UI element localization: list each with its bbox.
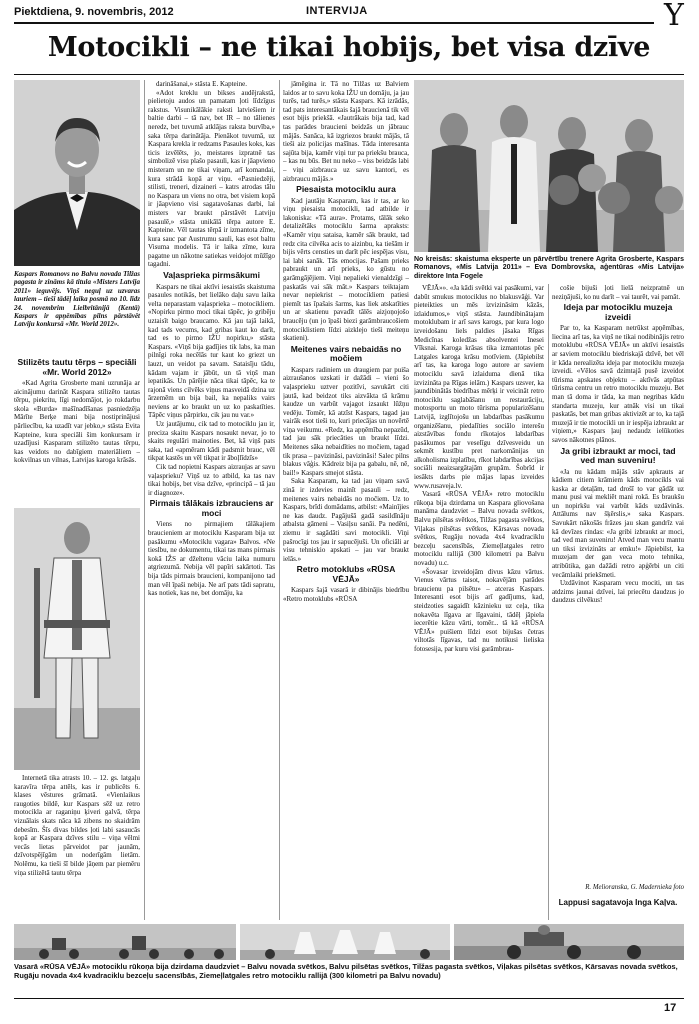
subheading-hobby-origins: Vaļasprieka pirmsākumi bbox=[163, 270, 260, 281]
paragraph: cošie bijuši ļoti lielā neizpratnē un neziņājuši, ko nu darīt – vai taurēt, vai pamāt. bbox=[552, 284, 684, 301]
paragraph: Kaspars ne tikai aktīvi iesaistās skaistuma pasaules notikās, bet lielāko daļu savu laika velta neparastam vaļasprieka – motocikliem. «Nopirku pirmo moci tikai tāpēc, jo gribēju uztaisīt baigo braucamo. Kā jau tajā laikā, kad tads vecums, kad gribas kaut ko darīt, tad es to pirmo IŽU nopirku,» stāsta Kaspars. «Viņš bija gadījies tik labs, ka man pilnīgi roka necēlās tur kaut ko griezt un lauzt, un veidot pa savam. Sataisīju tādu, kādam vajam ir jābūt, un tā viņš man iepatikās. Un pārējie nāca tikai tāpēc, ka te rajonā viens cilvēks viņus masveidā dzina uz ārzemēm un bija bail, ka nepaliks vairs neviens ar ko braukt un uz ko paskatīties. Tāpēc viņus pārpirku, cik jau nu var.» bbox=[148, 282, 275, 420]
paragraph: VĒJĀ»». «Ja kādi svētki vai pasākumi, var dabūt smukus motociklus no blakusvāģi. Var pieteikties un mēs izvizināsim kāzās, izlaidumos,» viņš stāsta. Jaundibinātajam motoklubam ir arī savs karogs, par kura logo izveidošanu liels paldies jāsaka Rīgas Medicīnas koledžas absolventei Inesei Vīksnai. Karoga krāsas tika izmantotas pēc Latgales karoga krāsu motīviem. (Jāpiebilst arī tas, ka karoga logo autore ar saviem motociklu savā izlaiduma dienā tika izvizināta pa Rīgas ielām.) Kaspars uzsver, ka jaundibinātās biedrības mērķi ir veicināt retro motociklu saglabāšanu un restaurāciju, motosportu un moto tūrisma popularizēšanu Latvijā, izglītojošu un labdarības pasākumu organizēšanu, piedalīties sociālo interešu aizstāvības fondu rīkotajos labdarības pasākumos par veselīgu dzīvesveidu un sekmēt kustību pret narkomānijas un alkoholisma izplatību, rīkot labdarības akcijas sociāli neaizsargātajām grupām. Šobrīd ir iesākts darbs pie mājas lapas izveides www.rusaveja.lv. bbox=[414, 284, 544, 490]
paragraph: Cik tad nopietni Kaspars aizraujas ar savu vaļasprieku? Viņš uz to atbild, ka tas nav tikai hobijs, bet visa dzīve, «principā – tā jau ir diagnoze». bbox=[148, 463, 275, 497]
paragraph: Kaspars šajā vasarā ir dibinājis biedrību «Retro motoklubs «RŪSA bbox=[283, 586, 409, 603]
paragraph: Par to, ka Kasparam netrūkst apņēmības, liecina arī tas, ka viņš ne tikai nodibinājis retro motoklubu «RŪSA VĒJĀ» un aktīvi iesaistās ar saviem motociklu biedriskajā dzīvē, bet vēl ir kāda nerealizēta ideja par motociklu muzeja izveidi. «Vēlos savā dzimtajā pusē izveidot tūrisma apskates objektu – aktīvās atpūtas tūrisma centru un retro motociklu muzeju. Bet man tā doma ir tāda, ka man negribas kādu standarta muzeju, kur atnāk visi un tikai paskatās, bet man gribas aktivizēt ar to, ka tajā muzejā ir tie motocikli un ir iespēja izbraukt ar viņiem,» Kaspars ļauj nedaudz ielūkoties savos nākotnes plānos. bbox=[552, 324, 684, 444]
bottom-photo-right bbox=[454, 924, 684, 960]
column-1-bottom bbox=[14, 774, 140, 920]
paragraph: Viens no pirmajiem tālākajiem braucieniem ar motociklu Kasparam bija uz pasākumu «Motociklu vagara» Balvos. «Ne tieslbu, ne dokumentu, tikai tas mans pirmais kokā IŽS ar dželtenu vāciu laika numuru atgriezumā. Nebija vēl papīri sakārtoti. Tas bija tāds pirmais braucieni, kompanijono tad man vēl īpaši nebija. Ne arī pats tādi sapratu, kas notiek, kas ne, bet domāju, ka bbox=[148, 520, 275, 598]
paragraph: «Šovasar izveidojām divus kāzu vārtus. Vienus vārtus taisot, nokavējām parādes braucienu pa pilsētu» – atceras Kaspars. Interesanti esot bijis arī gadījums, kad, steidzoties sagaidīt kāzinieku uz ceļa, tika nokavēta līgava ar līgavaini, tādēļ jāpiela iecerētie kāzu vārti, tomēr... tā kā «RŪSA VĒJĀ» puišiem līdzi esot bijušas četras viltotās līgavas, tad nu notikusi lieliska fotosesija, par kuru visi garāmbrau- bbox=[414, 567, 544, 653]
column-divider bbox=[144, 80, 145, 920]
article-title: Motocikli – ne tikai hobijs, bet visa dzīve bbox=[47, 32, 651, 63]
column-3 bbox=[283, 80, 409, 920]
group-photo-caption: No kreisās: skaistuma eksperte un pārvērtību trenere Agrita Grosberte, Kaspars Romanovs, «Mis Latvija 2011» – Eva Dombrovska, aģentūras «Mis Latvija» direktore Inta Fogele bbox=[414, 256, 684, 280]
photo-credit: R. Melioranska, G. Madernieka foto bbox=[585, 884, 684, 891]
paragraph: «Adot kreklu un bikses audējrakstā, pielietoju audos un pamatam ļoti līdzīgus rakstus. Visunikālākie raksti latviešiem ir baltie darbi – tā nav, bet IR – no tālienes neredz, bet tuvumā atklājas raksta burvība,» saka tērpa darinātāja. Pienākot tuvumā, uz Kaspara krekla ir redzams Pasaules koks, kas ticis izvēlēts, jo, meistares izpratnē tas simbolizē visu plašo pasauli, kas ir jāapvieno misteram un ne tikai viņam, arī komandai, kura strādā kopā ar viņu. «Pasniedzēji, stilisti, treneri, dizaineri – katrs atrodas tālu no Kaspara un viens no otra, bet visiem kopā ir jāapvieno visi sagatavošanas darbi, lai misters var braukt pārstāvēt Latviju pasaulē,» stāsta unikālā tērpa autore E. Kapteine. Vēl tautas tērpā ir izmantota zīme, kura sauc par Austrumu sauli, kas esot baltu Visuma modelis. Tā ir laika zīme, kura pagatne un nākotne satiekas veidojot mūžīgo tagadni. bbox=[148, 88, 275, 269]
bottom-photo-left bbox=[14, 924, 236, 960]
column-1-top bbox=[14, 356, 140, 502]
paragraph: Uz jautājumu, cik tad to motociklu jau ir, preciza skaitu Kaspars nosaukt nevar, jo to skaits regulāri mainoties. Bet, kā viņš pats saka, tad «apmēram kādi padsmit brauc, vēl tikpat kastēs un vēl tikpat ir āboļlīdzīs» bbox=[148, 420, 275, 463]
column-divider bbox=[548, 284, 549, 920]
paragraph: Kaspars radiniem un draugiem par puiša aizraušanos uzskati ir dažādi – vieni šo vaļasprieku uztver pozitīvi, savukārt citi jautā, kad beidzot tiks aizvākta tā krāmu kaudze un varbūt vajagot izsaukt lūžņu vedēju. Tomēr, kā atzīst Kaspars, tagad jau vairāk esot tieši to, kuri priecājas un novērtē viņa veikumu. «Redz, ka apņēmība nepazūd, tad jau sāk priecāties un braukt līdzi. Meitenes sāka nebaidīties no močiem, tagad tik prasa – pavizināsi, pavizināsi! Salec pilns blakus vāģis. Kādreiz bija pa gabalu, nē, nē, bail!» Kaspars smejot stāsta. bbox=[283, 365, 409, 477]
subheading-girls: Meitenes vairs nebaidās no močiem bbox=[290, 343, 402, 364]
subheading-aura: Piesaista motociklu aura bbox=[296, 184, 396, 195]
bottom-photo-caption: Vasarā «RŪSA VĒJĀ» motociklu rūkoņa bija dzirdama daudzviet – Balvu novada svētkos, Balvu pilsētas svētkos, Tilžas pagasta svētkos, Viļakas pilsētas svētkos, Kārsavas novada svētkos, Rugāju novada 4x4 kvadraciklu bezceļu sacensībās, Ziemeļlatgales retro motociklu rallijā (300 kilometri pa Balvu novadu) bbox=[14, 962, 678, 980]
paragraph: Vasarā «RŪSA VĒJĀ» retro motociklu rūkoņa bija dzirdama un Kaspara gliovošana manāma daudzviet – Balvu novada svētkos, Balvu pilsētas svētkos, Tilžas pagasta svētkos, Viļakas pilsētas svētkos, Kārsavas novada svētkos, Rugāju novada 4x4 kvadraciklu bezceļu sacensībās, Ziemeļlatgales retro motociklu rallijā (300 kilometri pa Balvu novadu) u.c. bbox=[414, 490, 544, 567]
paragraph: Saka Kasparam, ka tad jau viņam savā zinā ir izdevies mainīt pasauli – redz, meitenes vairs nebaidās no močiem. Uz to Kaspars, brīdi domādams, atbilst: «Mainījies ne kas daudz. Pagājušā gadā sasildīnāju atbalsta gāmeni – Vasiļsu sanāi. Pa nedēni, ziemu ir sagādāti savi motocikli. Viņi pašrocīgi tos jau ir sapucējuši. Un oficiāli ar visu tehniskio apskati – jau var braukt ielās.» bbox=[283, 477, 409, 563]
title-rule bbox=[14, 74, 684, 75]
issue-date: Piektdiena, 9. novembris, 2012 bbox=[14, 6, 174, 18]
subheading-costume: Stilizēts tautu tērps – speciāli «Mr. World 2012» bbox=[17, 357, 137, 377]
paragraph: darināšanai,» stāsta E. Kapteine. bbox=[156, 80, 247, 88]
prepared-by: Lappusi sagatavoja Inga Kaļva. bbox=[558, 898, 678, 907]
page-number: 17 bbox=[664, 1002, 677, 1014]
paragraph: «Kad Agrita Grosberte mani uzrunāja ar aicinājumu darināt Kaspara stilizēto tautas tērpu, piekritu, līgi nedomājot, jo rokdarbu skola «Burda» mašīnadīšanas pasniedzēja Mārīte Berķe mani bija nostiprinājusi pārliecību, ka uzadīt var jebko,» stāsta Evita Kapteine, kura speciāli šim konkursam ir uzadījusi Kasparam stilizēto tautas tērpu, kas veidots no dabīgiem materiāliem – kokvilnas un vilnas, Latvijas karoga krāsās. bbox=[14, 379, 140, 465]
subheading-first-trip: Pirmais tālākais izbrauciens ar moci bbox=[149, 498, 274, 518]
newspaper-logo: Y bbox=[664, 0, 684, 33]
paragraph: jāmēgina ir. Tā no Tilžas uz Balviem laidos ar to savu koka IŽU un domāju, ja jau turēs, tad turēs,» stāsta Kaspars. Kā izrādās, tad pats interesantākais šajā braucienā tik vēl esot bijis priekšā. «Jautrākais bija tad, kad tas parādes braucieni beidzās un jābrauc mājās. Sanāca, kā izgriezos braukt mājās, tā tieši aiz policijas mašīnas. Tāda interesanta sajūta bija, kamēr viņi tur pa priekšu brauca, – kas nu būs. Bet nu neko – viss beidzās labi – viņi aizbrauca uz savu kantori, es aizbraucu mājās.» bbox=[283, 80, 409, 183]
header-rule bbox=[14, 22, 654, 24]
paragraph: Kad jautāju Kasparam, kas ir tas, ar ko viņu piesaista motocikli, tad atbilde ir lakoniska: «Tā aura». Protams, tālāk seko detalizētāks motociklu šarma apraksts: «Kamēr viņu sataisa, kamēr sāk braukt, tad redz cita cilvēka acis to aizinbu, ka tiešām ir bijis vērts censties un darīt pēc iespējas visu, lai labi sanāk. Tās emocijas. Pašam prieks pabraukt un arī prieks, ko gūstu no garāmgājējiem. Viņi nepalieki vienaldzīgi – paskatās vai sāk māt.» Kaspars teiktajam nevar nepiekrist – motocikliem patiesi piemīt tas īpašais šarms, kas liek atskatīties un ar skatienu pavadīt tālēs aizjoņojošo braucēju (un jo īpaši biezi garāmbraucošiem motociklistiem līdzi aizklejo tieši meiteņu skatieni). bbox=[283, 196, 409, 343]
column-2 bbox=[148, 80, 275, 920]
column-5 bbox=[552, 284, 684, 880]
subheading-souvenir: Ja gribi izbraukt ar moci, tad ved man suveniru! bbox=[560, 445, 676, 465]
paragraph: «Ja nu kādam mājās stāv apkrauts ar kādiem citiem krāmiem kāds motocikls vai kaska ar detaļām, tad drošī to var gādāt uz manu pusi vai mekliēt mani rokā. Es braukšu un nopirkšu vai varbūt kāds uzdāvinās. Attālums nav šķērslis,» saka Kaspars. Savukārt nākošās frāzes jau skan gandrīz vai kā devīzes rindas: «Ja gribi izbraukt ar moci, tad ved man suveniru! Atved man vecu mantu un tiksi izvizināts ar emku!» Jāpiebilst, ka muzejam der gan veca moto tehnika, atribūtika, gan dažādi retro apģērbi un citi vecāmlaiki priekšmeti. bbox=[552, 467, 684, 579]
portrait-caption: Kaspars Romanovs no Balvu novada Tilžas pagasta ir zināms kā titula «Misters Latvija 2011» ieguvējs. Viņš neguļ uz uzvaras lauriem – tieši tādēļ laika posmā no 10. līdz 24. novembrim Lielbritānijā (Kentā) Kaspars ir apņēmības pilns pārstāvēt Latviju konkursā «Mr. World 2012». bbox=[14, 270, 140, 329]
portrait-photo bbox=[14, 80, 140, 266]
column-divider bbox=[279, 80, 280, 920]
section-label: INTERVIJA bbox=[306, 5, 368, 17]
group-photo bbox=[414, 80, 684, 252]
paragraph: Uzdāvinot Kasparam vecu mociti, un tas atdzims jaunai dzīvei, lai priecētu daudzus jo daudzus cilvēkus! bbox=[552, 579, 684, 605]
subheading-museum: Ideja par motociklu muzeja izveidi bbox=[563, 302, 673, 322]
footer-rule bbox=[14, 998, 684, 999]
bottom-photo-middle bbox=[240, 924, 450, 960]
paragraph: Internetā tika atrasts 10. – 12. gs. latgaļu karavīra tērpa attēls, kas ir publicēts 6. klases vēstures grāmatā. «Vienlaikus raugoties bildē, kur Kaspars sēž uz retro motocikla ar raganiņu ķiveri galvā, tērpa vizuālais skats nāca kā zibens no skaidrām debesīm. Šīs divas bildes ļoti labi sasaucās kopā ar Kaspara dzīves stilu – viņa vēlmi vecās lietas pārveidot par jaunām, dzīvotspējīgām un noderīgām lietām. Nolēmu, ka tieši šī bilde jāņem par piemēru viņa stilizētā tautu tērpa bbox=[14, 774, 140, 877]
subheading-motoclub: Retro motoklubs «RŪSA VĒJĀ» bbox=[296, 564, 396, 584]
costume-photo bbox=[14, 508, 140, 770]
column-4 bbox=[414, 284, 544, 920]
